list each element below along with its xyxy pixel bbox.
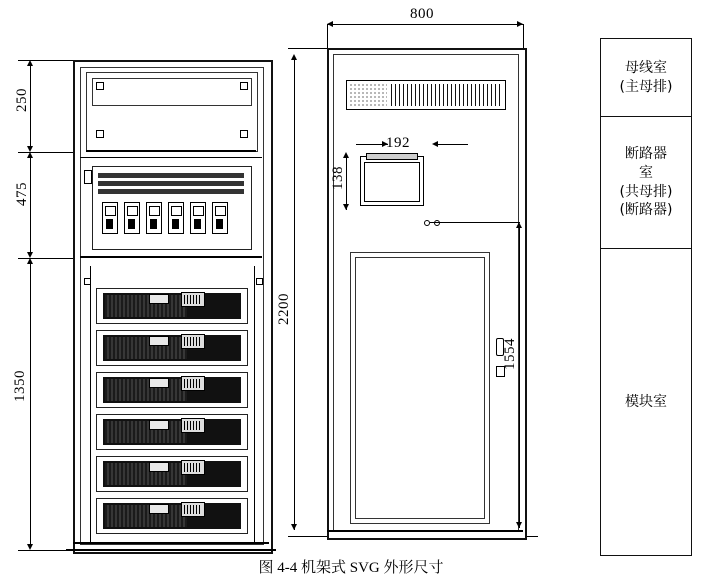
dim-label-1554: 1554 xyxy=(502,338,518,370)
dim-bar-1554 xyxy=(519,228,520,528)
legend-row-breaker xyxy=(601,117,691,249)
ext-vert-800-right xyxy=(523,24,524,48)
ext-line-192-right xyxy=(436,144,468,145)
dim-label-2200: 2200 xyxy=(276,293,292,325)
busbar-strip-3 xyxy=(98,189,244,194)
dim-arrow-192-right xyxy=(432,141,438,147)
busbar-divider xyxy=(86,150,256,152)
breaker-unit-2 xyxy=(124,202,140,234)
hmi-screen[interactable] xyxy=(364,162,420,202)
busbar-strip-2 xyxy=(98,181,244,186)
mid-exterior-view xyxy=(276,6,560,553)
rail-right xyxy=(254,266,255,542)
bolt-bottom-left xyxy=(96,130,104,138)
indicator-dot-1 xyxy=(424,220,430,226)
module-unit-5 xyxy=(96,456,248,492)
dim-label-800: 800 xyxy=(410,6,434,22)
legend-module-line-1: 模块室 xyxy=(625,393,667,410)
hmi-bezel-top xyxy=(366,153,418,160)
legend-breaker-line-4: (断路器) xyxy=(619,202,673,219)
dim-arrow-1554-top xyxy=(516,222,522,228)
module-unit-6 xyxy=(96,498,248,534)
dim-label-475: 475 xyxy=(14,182,30,206)
hmi-panel[interactable] xyxy=(360,156,424,206)
indicator-leader-line xyxy=(430,222,520,223)
dim-label-250: 250 xyxy=(14,88,30,112)
legend-busbar-line-1: 母线室 xyxy=(625,59,667,76)
module-unit-1 xyxy=(96,288,248,324)
legend-row-busbar xyxy=(601,39,691,117)
module-unit-4 xyxy=(96,414,248,450)
module-unit-3 xyxy=(96,372,248,408)
compartment-legend-table xyxy=(600,38,692,556)
dim-arrow-1350-bottom xyxy=(27,544,33,550)
breaker-unit-3 xyxy=(146,202,162,234)
cabinet-base-line xyxy=(327,530,523,532)
dim-arrow-1350-top xyxy=(27,258,33,264)
main-door-inner xyxy=(355,257,485,519)
legend-row-module xyxy=(601,249,691,555)
rail-bolt-left xyxy=(84,278,91,285)
ext-line-2200-top xyxy=(288,48,328,49)
indicator-dot-2 xyxy=(434,220,440,226)
bolt-top-left xyxy=(96,82,104,90)
bolt-bottom-right xyxy=(240,130,248,138)
legend-breaker-line-2: 室 xyxy=(639,164,653,181)
dim-label-192: 192 xyxy=(386,135,410,151)
ext-vert-800-left xyxy=(327,24,328,48)
plinth-line xyxy=(73,542,269,544)
dim-arrow-138-top xyxy=(343,152,349,158)
module-unit-2 xyxy=(96,330,248,366)
busbar-plate xyxy=(92,78,252,106)
legend-breaker-line-1: 断路器 xyxy=(625,145,667,162)
dim-arrow-250-top xyxy=(27,60,33,66)
dim-arrow-2200-top xyxy=(291,54,297,60)
breaker-unit-6 xyxy=(212,202,228,234)
breaker-top-rail xyxy=(80,157,262,158)
breaker-unit-1 xyxy=(102,202,118,234)
busbar-strip-1 xyxy=(98,173,244,178)
legend-breaker-line-3: (共母排) xyxy=(619,183,673,200)
breaker-divider xyxy=(80,256,262,258)
dim-bar-2200 xyxy=(294,60,295,530)
top-vent-panel xyxy=(346,80,506,110)
dim-line-800 xyxy=(327,24,523,25)
dim-arrow-475-top xyxy=(27,152,33,158)
dim-arrow-2200-bottom xyxy=(291,524,297,530)
dim-arrow-1554-bottom xyxy=(516,522,522,528)
dim-arrow-138-bottom xyxy=(343,204,349,210)
rail-bolt-right xyxy=(256,278,263,285)
breaker-unit-5 xyxy=(190,202,206,234)
base-line xyxy=(66,549,276,551)
left-internal-view xyxy=(12,30,268,550)
dim-label-138: 138 xyxy=(330,166,346,190)
dim-arrow-192-left xyxy=(382,141,388,147)
figure-caption: 图 4-4 机架式 SVG 外形尺寸 xyxy=(258,560,444,576)
dim-label-1350: 1350 xyxy=(12,370,28,402)
dim-bar-1350 xyxy=(30,264,31,544)
breaker-side-terminal xyxy=(84,170,92,184)
rail-left xyxy=(90,266,91,542)
bolt-top-right xyxy=(240,82,248,90)
legend-busbar-line-2: (主母排) xyxy=(619,78,673,95)
breaker-unit-4 xyxy=(168,202,184,234)
